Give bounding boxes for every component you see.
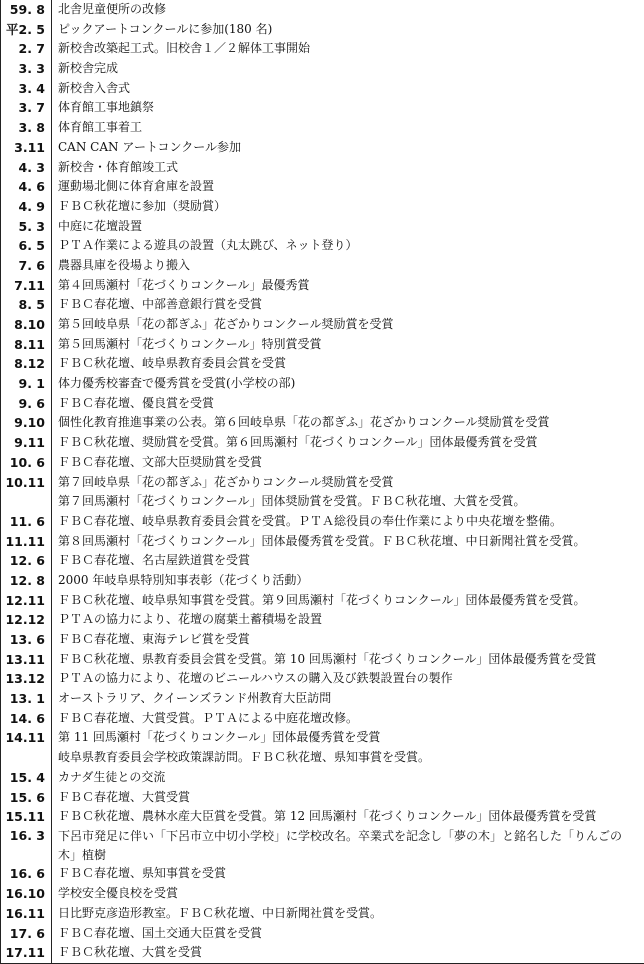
history-date: 3. 8	[18, 120, 45, 136]
history-row	[1, 591, 644, 611]
history-date: 4. 6	[18, 179, 45, 195]
history-row	[1, 728, 644, 748]
history-date: 17.11	[5, 945, 45, 961]
history-event: ＦＢＣ春花壇、国土交通大臣賞を受賞	[58, 925, 263, 940]
history-row	[1, 650, 644, 670]
history-row	[1, 177, 644, 197]
history-date: 6. 5	[18, 238, 45, 254]
history-event: ＰＴＡの協力により、花壇の腐葉土蓄積場を設置	[58, 612, 323, 627]
history-row	[1, 335, 644, 355]
history-row	[1, 118, 644, 138]
history-row	[1, 20, 644, 40]
history-date	[1, 492, 51, 512]
history-row	[1, 904, 644, 924]
history-event: ＦＢＣ春花壇、名古屋鉄道賞を受賞	[58, 553, 251, 568]
history-date: 17. 6	[9, 925, 45, 941]
history-date: 14.11	[5, 730, 45, 746]
history-row	[1, 943, 644, 963]
history-row	[1, 571, 644, 591]
history-row	[1, 433, 644, 453]
history-date: 12.11	[5, 592, 45, 608]
history-date: 13.12	[5, 671, 45, 687]
history-event: ＦＢＣ春花壇、大賞受賞	[58, 789, 191, 804]
history-row	[1, 217, 644, 237]
history-date: 15. 6	[9, 789, 45, 805]
history-event: ＦＢＣ秋花壇、農林水産大臣賞を受賞。第 12 回馬瀬村「花づくりコンクール」団体最優秀賞を受賞	[58, 809, 597, 824]
history-event: ＦＢＣ春花壇、中部善意銀行賞を受賞	[58, 297, 263, 312]
history-row	[1, 512, 644, 532]
history-event: ＦＢＣ秋花壇に参加（奨励賞）	[58, 198, 227, 213]
history-date: 4. 3	[18, 159, 45, 175]
history-event: 個性化教育推進事業の公表。第６回岐阜県「花の都ぎふ」花ざかりコンクール奨励賞を受賞	[58, 415, 550, 430]
history-date: 5. 3	[18, 218, 45, 234]
history-date: 3. 7	[18, 100, 45, 116]
history-event: 運動場北側に体育倉庫を設置	[58, 179, 215, 194]
history-row	[1, 295, 644, 315]
history-date: 8.11	[14, 336, 45, 352]
history-row	[1, 610, 644, 630]
history-event: ＦＢＣ春花壇、岐阜県教育委員会賞を受賞。ＰＴＡ総役員の奉仕作業により中央花壇を整備。	[58, 513, 563, 528]
history-date: 12. 8	[9, 572, 45, 588]
history-event: 新校舎入舎式	[58, 80, 131, 95]
history-date: 11.11	[5, 533, 45, 549]
history-event: ＦＢＣ春花壇、東海テレビ賞を受賞	[58, 632, 250, 646]
history-row	[1, 709, 644, 729]
history-date	[1, 748, 51, 768]
history-row	[1, 374, 644, 394]
history-row	[1, 276, 644, 296]
history-event: 第 11 回馬瀬村「花づくりコンクール」団体最優秀賞を受賞	[58, 730, 381, 745]
history-row	[1, 551, 644, 571]
history-date: 9. 6	[18, 395, 45, 411]
history-date: 9. 1	[18, 376, 45, 392]
history-row	[1, 532, 644, 552]
history-event: 第７回岐阜県「花の都ぎふ」花ざかりコンクール奨励賞を受賞	[58, 474, 394, 489]
history-date: 3.11	[14, 139, 45, 155]
history-date: 7.11	[14, 277, 45, 293]
history-event: 新校舎完成	[58, 61, 119, 76]
history-date: 14. 6	[9, 710, 45, 726]
history-date: 15.11	[5, 809, 45, 825]
history-row	[1, 924, 644, 944]
history-date: 12. 6	[9, 553, 45, 569]
history-row	[1, 748, 644, 768]
history-date: 59. 8	[9, 2, 45, 17]
history-row	[1, 473, 644, 493]
history-date: 15. 4	[9, 769, 45, 785]
history-row	[1, 630, 644, 650]
history-event: 農器具庫を役場より搬入	[58, 257, 191, 272]
history-row	[1, 453, 644, 473]
history-event: ＦＢＣ春花壇、県知事賞を受賞	[58, 866, 227, 881]
history-date: 16. 3	[9, 827, 45, 843]
history-event: ＦＢＣ秋花壇、奨励賞を受賞。第６回馬瀬村「花づくりコンクール」団体最優秀賞を受賞	[58, 435, 538, 450]
history-row	[1, 768, 644, 788]
history-row	[1, 669, 644, 689]
history-date: 3. 4	[18, 80, 45, 96]
history-event: 体育館工事着工	[58, 120, 143, 135]
history-row	[1, 39, 644, 59]
history-event: ＦＢＣ秋花壇、大賞を受賞	[58, 945, 203, 960]
history-date: 13.11	[5, 651, 45, 667]
history-date: 11. 6	[9, 513, 45, 529]
history-row	[1, 492, 644, 512]
history-row	[1, 158, 644, 178]
history-event: 新校舎改築起工式。旧校舎１／２解体工事開始	[58, 41, 311, 56]
history-date: 10. 6	[9, 454, 45, 470]
history-row	[1, 884, 644, 904]
history-row	[1, 236, 644, 256]
history-event: 学校安全優良校を受賞	[58, 886, 179, 901]
history-row	[1, 864, 644, 884]
history-event: 日比野克彦造形教室。ＦＢＣ秋花壇、中日新聞社賞を受賞。	[58, 905, 383, 920]
history-row	[1, 0, 644, 20]
history-date: 16.10	[5, 886, 45, 902]
history-event: 岐阜県教育委員会学校政策課訪問。ＦＢＣ秋花壇、県知事賞を受賞。	[58, 750, 431, 765]
history-row	[1, 256, 644, 276]
history-row	[1, 59, 644, 79]
history-row	[1, 138, 644, 158]
history-row	[1, 197, 644, 217]
history-row	[1, 413, 644, 433]
history-date: 3. 3	[18, 61, 45, 77]
history-rows	[1, 0, 644, 963]
history-event: 北舎児童便所の改修	[58, 2, 167, 16]
history-event: オーストラリア、クイーンズランド州教育大臣訪問	[58, 691, 332, 706]
history-event: ＰＴＡ作業による遊具の設置（丸太跳び、ネット登り）	[58, 238, 358, 253]
history-event: ＰＴＡの協力により、花壇のビニールハウスの購入及び鉄製設置台の製作	[58, 671, 453, 686]
history-event: ＦＢＣ春花壇、文部大臣奨励賞を受賞	[58, 454, 263, 469]
history-event: ＦＢＣ秋花壇、県教育委員会賞を受賞。第 10 回馬瀬村「花づくりコンクール」団体最優秀賞を受賞	[58, 651, 597, 666]
history-row	[1, 79, 644, 99]
history-event: 中庭に花壇設置	[58, 218, 143, 233]
history-date: 2. 7	[18, 41, 45, 57]
history-event: 第４回馬瀬村「花づくりコンクール」最優秀賞	[58, 277, 310, 292]
history-event: 第７回馬瀬村「花づくりコンクール」団体奨励賞を受賞。ＦＢＣ秋花壇、大賞を受賞。	[58, 494, 526, 509]
history-row	[1, 98, 644, 118]
column-divider	[51, 0, 52, 964]
history-date: 9.11	[14, 435, 45, 451]
history-event: ＦＢＣ秋花壇、岐阜県知事賞を受賞。第９回馬瀬村「花づくりコンクール」団体最優秀賞を受賞。	[58, 592, 586, 607]
history-event: 第５回岐阜県「花の都ぎふ」花ざかりコンクール奨励賞を受賞	[58, 317, 394, 331]
history-row	[1, 788, 644, 808]
history-event: ＦＢＣ秋花壇、岐阜県教育委員会賞を受賞	[58, 356, 287, 371]
history-date: 4. 9	[18, 198, 45, 214]
history-date: 16.11	[5, 905, 45, 921]
history-event: ＦＢＣ春花壇、優良賞を受賞	[58, 395, 215, 410]
history-event: 体力優秀校審査で優秀賞を受賞(小学校の部)	[58, 376, 296, 391]
history-date: 8.12	[14, 356, 45, 372]
history-event: 下呂市発足に伴い「下呂市立中切小学校」に学校改名。卒業式を記念し「夢の木」と銘名した「りんごの木」植樹	[58, 828, 623, 862]
history-event: CAN CAN アートコンクール参加	[58, 139, 242, 154]
history-row	[1, 827, 644, 865]
history-event: 2000 年岐阜県特別知事表彰（花づくり活動）	[58, 572, 309, 587]
history-date: 9.10	[14, 415, 45, 431]
history-event: カナダ生徒との交流	[58, 769, 166, 784]
history-event: 第８回馬瀬村「花づくりコンクール」団体最優秀賞を受賞。ＦＢＣ秋花壇、中日新聞社賞を受賞。	[58, 533, 586, 548]
history-date: 13. 1	[9, 691, 45, 707]
history-date: 10.11	[5, 474, 45, 490]
history-row	[1, 354, 644, 374]
history-date: 7. 6	[18, 257, 45, 273]
history-date: 8.10	[14, 317, 45, 332]
history-event: 第５回馬瀬村「花づくりコンクール」特別賞受賞	[58, 336, 322, 351]
history-row	[1, 807, 644, 827]
history-event: 体育館工事地鎮祭	[58, 100, 155, 115]
history-row	[1, 394, 644, 414]
history-event: ＦＢＣ春花壇、大賞受賞。ＰＴＡによる中庭花壇改修。	[58, 710, 359, 725]
history-date: 16. 6	[9, 866, 45, 882]
history-date: 13. 6	[9, 632, 45, 647]
history-event: ピックアートコンクールに参加(180 名)	[58, 21, 273, 36]
history-date: 8. 5	[18, 297, 45, 313]
history-date: 12.12	[5, 612, 45, 628]
history-row	[1, 689, 644, 709]
history-event: 新校舎・体育館竣工式	[58, 159, 179, 174]
history-row	[1, 315, 644, 335]
history-date: 平2. 5	[6, 21, 45, 37]
